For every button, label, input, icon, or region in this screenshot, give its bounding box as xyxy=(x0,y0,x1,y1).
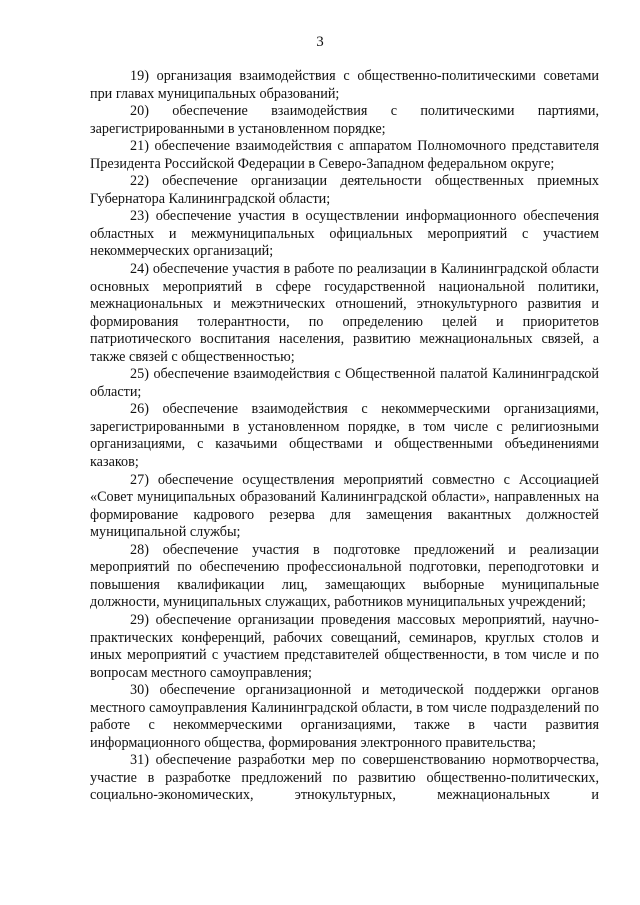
paragraph-19: 19) организация взаимодействия с общественно-политическими советами при главах муниципальных образований; xyxy=(90,68,599,102)
paragraph-21: 21) обеспечение взаимодействия с аппаратом Полномочного представителя Президента Российской Федерации в Северо-Западном федеральном округе; xyxy=(90,138,599,172)
page-number: 3 xyxy=(316,34,324,50)
paragraph-23: 23) обеспечение участия в осуществлении информационного обеспечения областных и межмуниципальных официальных мероприятий с участием некоммерческих организаций; xyxy=(90,208,599,260)
paragraph-29: 29) обеспечение организации проведения массовых мероприятий, научно-практических конференций, рабочих совещаний, семинаров, круглых столов и иных мероприятий с участием представителей общественности, в том числе и по вопросам местного самоуправления; xyxy=(90,611,599,681)
paragraph-28: 28) обеспечение участия в подготовке предложений и реализации мероприятий по обеспечению профессиональной подготовки, переподготовки и повышения квалификации лиц, замещающих выборные муниципальные должности, муниципальных служащих, работников муниципальных учреждений; xyxy=(90,541,599,611)
paragraph-31: 31) обеспечение разработки мер по совершенствованию нормотворчества, участие в разработке предложений по развитию общественно-политических, социально-экономических, этнокультурных, межнациональных и xyxy=(90,752,599,804)
paragraph-22: 22) обеспечение организации деятельности общественных приемных Губернатора Калининградской области; xyxy=(90,173,599,207)
paragraph-24: 24) обеспечение участия в работе по реализации в Калининградской области основных мероприятий в сфере государственной национальной политики, межнациональных и межэтнических отношений, этнокультурного развития и формирования толерантности, по определению целей и приоритетов патриотического воспитания населения, развитию межнациональных связей, а также связей с общественностью; xyxy=(90,261,599,365)
paragraph-25: 25) обеспечение взаимодействия с Общественной палатой Калининградской области; xyxy=(90,366,599,400)
document-body xyxy=(90,68,599,805)
paragraph-20: 20) обеспечение взаимодействия с политическими партиями, зарегистрированными в установленном порядке; xyxy=(90,103,599,137)
paragraph-30: 30) обеспечение организационной и методической поддержки органов местного самоуправления Калининградской области, в том числе подразделений по работе с некоммерческими организациями, также в части развития информационного общества, формирования электронного правительства; xyxy=(90,682,599,751)
paragraph-27: 27) обеспечение осуществления мероприятий совместно с Ассоциацией «Совет муниципальных образований Калининградской области», направленных на формирование кадрового резерва для замещения вакантных должностей муниципальной службы; xyxy=(90,471,599,541)
paragraph-26: 26) обеспечение взаимодействия с некоммерческими организациями, зарегистрированными в установленном порядке, в том числе с религиозными организациями, с казачьими обществами и общественными объединениями казаков; xyxy=(90,401,599,471)
